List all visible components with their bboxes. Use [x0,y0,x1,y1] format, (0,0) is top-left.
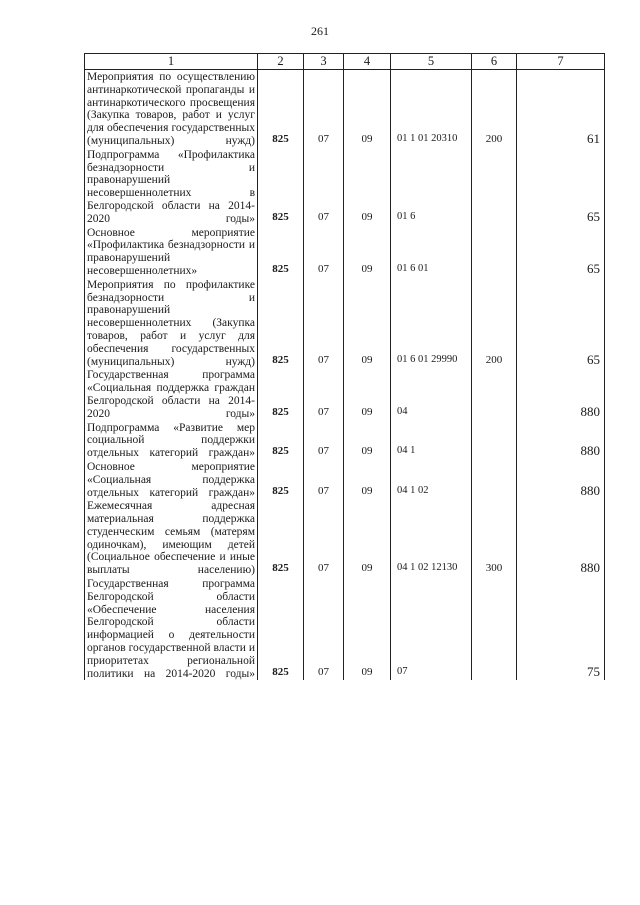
section-code: 07 [304,70,344,148]
table-row [85,577,605,680]
target-article-code: 04 1 [391,421,472,460]
table-row [85,278,605,369]
table-row [85,226,605,278]
column-header: 6 [472,54,517,70]
section-code: 07 [304,421,344,460]
table-row [85,460,605,499]
row-name: Подпрограмма «Профилактика безнадзорности и правонарушений несовершеннолетних в Белгородской области на 2014-2020 годы» [85,148,258,226]
budget-table [84,53,605,680]
target-article-code: 04 1 02 12130 [391,499,472,577]
row-name: Ежемесячная адресная материальная поддержка студенческим семьям (матерям одиночкам), имеющим детей (Социальное обеспечение и иные выплаты населению) [85,499,258,577]
column-header: 1 [85,54,258,70]
row-name: Государственная программа «Социальная поддержка граждан Белгородской области на 2014-2020 годы» [85,368,258,420]
expense-type-code: 200 [472,278,517,369]
row-name: Мероприятия по профилактике безнадзорности и правонарушений несовершеннолетних (Закупка товаров, работ и услуг для обеспечения государственных (муниципальных) нужд) [85,278,258,369]
amount: 880 [517,368,605,420]
amount: 880 [517,460,605,499]
target-article-code: 01 1 01 20310 [391,70,472,148]
section-code: 07 [304,460,344,499]
row-name: Мероприятия по осуществлению антинаркотической пропаганды и антинаркотического просвещения (Закупка товаров, работ и услуг для обеспечения государственных (муниципальных) нужд) [85,70,258,148]
target-article-code: 04 [391,368,472,420]
amount: 61 [517,70,605,148]
ved-code: 825 [258,499,304,577]
section-code: 07 [304,148,344,226]
ved-code: 825 [258,148,304,226]
expense-type-code [472,421,517,460]
section-code: 07 [304,278,344,369]
ved-code: 825 [258,70,304,148]
subsection-code: 09 [344,460,391,499]
ved-code: 825 [258,460,304,499]
table-row [85,499,605,577]
row-name: Основное мероприятие «Социальная поддержка отдельных категорий граждан» [85,460,258,499]
table-row [85,368,605,420]
expense-type-code: 200 [472,70,517,148]
amount: 880 [517,421,605,460]
target-article-code: 01 6 [391,148,472,226]
column-header: 5 [391,54,472,70]
row-name: Подпрограмма «Развитие мер социальной поддержки отдельных категорий граждан» [85,421,258,460]
table-row [85,148,605,226]
subsection-code: 09 [344,70,391,148]
column-header: 7 [517,54,605,70]
section-code: 07 [304,577,344,680]
expense-type-code [472,226,517,278]
expense-type-code [472,368,517,420]
amount: 880 [517,499,605,577]
ved-code: 825 [258,226,304,278]
table-row [85,421,605,460]
amount: 65 [517,148,605,226]
subsection-code: 09 [344,368,391,420]
row-name: Основное мероприятие «Профилактика безнадзорности и правонарушений несовершеннолетних» [85,226,258,278]
target-article-code: 04 1 02 [391,460,472,499]
expense-type-code [472,460,517,499]
column-number-row [85,54,605,70]
subsection-code: 09 [344,148,391,226]
target-article-code: 07 [391,577,472,680]
subsection-code: 09 [344,499,391,577]
ved-code: 825 [258,368,304,420]
target-article-code: 01 6 01 [391,226,472,278]
column-header: 2 [258,54,304,70]
column-header: 3 [304,54,344,70]
ved-code: 825 [258,421,304,460]
expense-type-code [472,148,517,226]
page-number: 261 [311,24,329,38]
table-row [85,70,605,148]
amount: 65 [517,278,605,369]
amount: 65 [517,226,605,278]
expense-type-code [472,577,517,680]
target-article-code: 01 6 01 29990 [391,278,472,369]
section-code: 07 [304,226,344,278]
section-code: 07 [304,368,344,420]
subsection-code: 09 [344,226,391,278]
subsection-code: 09 [344,278,391,369]
expense-type-code: 300 [472,499,517,577]
row-name: Государственная программа Белгородской области «Обеспечение населения Белгородской области информацией о деятельности органов государственной власти и приоритетах региональной политики на 2014-2020 годы» [85,577,258,680]
column-header: 4 [344,54,391,70]
section-code: 07 [304,499,344,577]
amount: 75 [517,577,605,680]
ved-code: 825 [258,577,304,680]
subsection-code: 09 [344,421,391,460]
ved-code: 825 [258,278,304,369]
subsection-code: 09 [344,577,391,680]
